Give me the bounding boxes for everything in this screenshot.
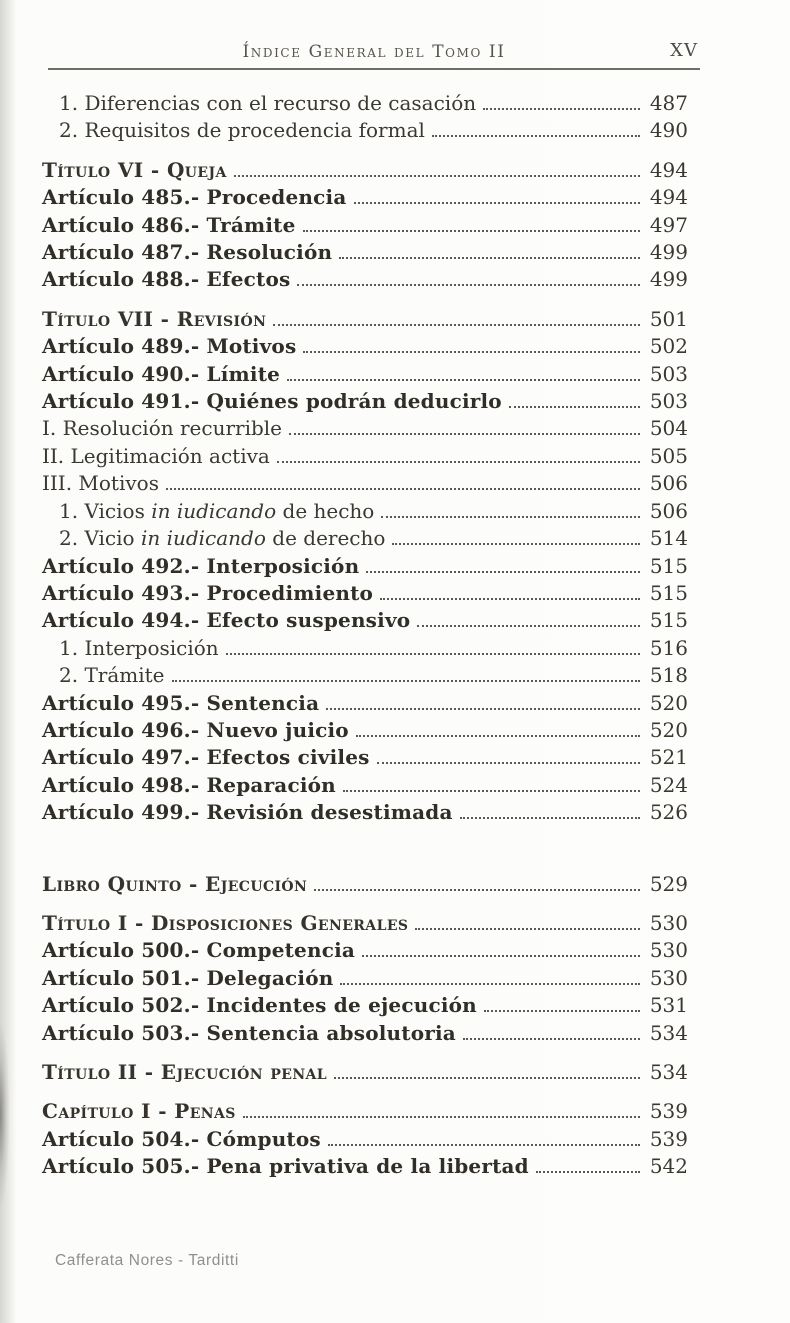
toc-entry bbox=[42, 1098, 700, 1125]
entry-page-number: 494 bbox=[649, 185, 688, 210]
entry-label: Título II - Ejecución penal bbox=[42, 1060, 328, 1084]
dot-leader bbox=[172, 680, 641, 682]
entry-label: Artículo 493.- Procedimiento bbox=[42, 580, 374, 605]
entry-label: Artículo 486.- Trámite bbox=[42, 212, 296, 237]
dot-leader bbox=[234, 175, 640, 177]
label-text: 1. Vicios bbox=[59, 498, 152, 523]
dot-leader bbox=[277, 461, 640, 463]
dot-leader bbox=[381, 516, 640, 518]
folio-page-number: XV bbox=[670, 40, 698, 61]
entry-label: Artículo 498.- Reparación bbox=[42, 772, 336, 797]
entry-label: Artículo 503.- Sentencia absolutoria bbox=[42, 1020, 456, 1045]
label-text: de derecho bbox=[265, 526, 386, 551]
toc-entry bbox=[42, 553, 700, 580]
entry-page-number: 505 bbox=[649, 443, 688, 468]
entry-page-number: 515 bbox=[649, 580, 688, 605]
dot-leader bbox=[366, 571, 640, 573]
entry-page-number: 499 bbox=[649, 267, 688, 292]
entry-page-number: 490 bbox=[649, 118, 688, 143]
header-rule bbox=[48, 68, 700, 70]
entry-page-number: 502 bbox=[649, 334, 688, 359]
entry-label bbox=[42, 525, 385, 552]
toc-entry bbox=[42, 965, 700, 992]
toc-entry bbox=[42, 635, 700, 662]
entry-label: Artículo 496.- Nuevo juicio bbox=[42, 717, 349, 742]
entry-label: Artículo 489.- Motivos bbox=[42, 334, 297, 359]
toc-entry bbox=[42, 498, 700, 525]
toc-entry bbox=[42, 1059, 700, 1086]
toc-entry bbox=[42, 871, 700, 898]
dot-leader bbox=[362, 955, 640, 957]
dot-leader bbox=[536, 1171, 640, 1173]
dot-leader bbox=[415, 928, 640, 930]
entry-page-number: 534 bbox=[649, 1060, 688, 1084]
dot-leader bbox=[463, 1038, 640, 1040]
toc-entry bbox=[42, 1153, 700, 1180]
dot-leader bbox=[354, 202, 641, 204]
entry-page-number: 530 bbox=[649, 965, 688, 990]
entry-label: Título I - Disposiciones Generales bbox=[42, 910, 409, 935]
toc-entry bbox=[42, 443, 700, 470]
toc-entry bbox=[42, 117, 700, 144]
entry-page-number: 520 bbox=[649, 717, 688, 742]
scan-edge-streak bbox=[0, 1022, 13, 1207]
dot-leader bbox=[343, 790, 640, 792]
toc-entry bbox=[42, 333, 700, 360]
entry-page-number: 503 bbox=[649, 389, 688, 414]
dot-leader bbox=[483, 108, 640, 110]
toc-entry bbox=[42, 306, 700, 333]
entry-page-number: 521 bbox=[649, 745, 688, 770]
dot-leader bbox=[509, 406, 640, 408]
dot-leader bbox=[392, 543, 640, 545]
dot-leader bbox=[273, 324, 640, 326]
entry-label: Artículo 497.- Efectos civiles bbox=[42, 745, 370, 770]
toc-entry bbox=[42, 525, 700, 552]
toc-entry bbox=[42, 266, 700, 293]
dot-leader bbox=[380, 598, 640, 600]
entry-label: Artículo 490.- Límite bbox=[42, 361, 281, 386]
toc-entry bbox=[42, 744, 700, 771]
dot-leader bbox=[432, 135, 640, 137]
entry-page-number: 534 bbox=[649, 1020, 688, 1045]
toc-entry bbox=[42, 910, 700, 937]
entry-label: Artículo 501.- Delegación bbox=[42, 965, 334, 990]
toc-entry bbox=[42, 361, 700, 388]
dot-leader bbox=[226, 653, 640, 655]
toc-entry bbox=[42, 239, 700, 266]
label-text: 2. Vicio bbox=[59, 526, 141, 551]
table-of-contents bbox=[42, 90, 700, 1181]
entry-page-number: 531 bbox=[649, 993, 688, 1018]
entry-label bbox=[42, 498, 374, 525]
dot-leader bbox=[289, 433, 640, 435]
entry-label: Artículo 495.- Sentencia bbox=[42, 690, 320, 715]
toc-entry bbox=[42, 607, 700, 634]
entry-page-number: 520 bbox=[649, 690, 688, 715]
toc-entry bbox=[42, 90, 700, 117]
dot-leader bbox=[314, 889, 640, 891]
dot-leader bbox=[297, 284, 640, 286]
toc-entry bbox=[42, 937, 700, 964]
scan-edge-shadow bbox=[0, 0, 16, 1323]
toc-entry bbox=[42, 1020, 700, 1047]
entry-page-number: 539 bbox=[649, 1099, 688, 1124]
entry-page-number: 514 bbox=[649, 526, 688, 551]
entry-page-number: 501 bbox=[649, 306, 688, 331]
dot-leader bbox=[243, 1116, 640, 1118]
page-header bbox=[48, 36, 700, 70]
entry-page-number: 487 bbox=[649, 91, 688, 115]
dot-leader bbox=[460, 817, 640, 819]
entry-label: 2. Requisitos de procedencia formal bbox=[59, 118, 425, 143]
dot-leader bbox=[334, 1077, 640, 1079]
entry-label: Artículo 485.- Procedencia bbox=[42, 185, 347, 210]
entry-page-number: 515 bbox=[649, 553, 688, 578]
dot-leader bbox=[303, 230, 640, 232]
entry-page-number: 526 bbox=[649, 800, 688, 825]
entry-page-number: 530 bbox=[649, 910, 688, 935]
toc-entry bbox=[42, 580, 700, 607]
entry-page-number: 494 bbox=[649, 157, 688, 182]
entry-page-number: 503 bbox=[649, 361, 688, 386]
entry-label: II. Legitimación activa bbox=[42, 443, 270, 468]
entry-page-number: 504 bbox=[649, 416, 688, 441]
entry-label: Artículo 492.- Interposición bbox=[42, 553, 360, 578]
entry-label: Artículo 499.- Revisión desestimada bbox=[42, 800, 453, 825]
entry-page-number: 542 bbox=[649, 1154, 688, 1179]
entry-label: Artículo 504.- Cómputos bbox=[42, 1126, 321, 1151]
footer-authors: Cafferata Nores - Tarditti bbox=[55, 1252, 239, 1269]
toc-entry bbox=[42, 212, 700, 239]
label-text: de hecho bbox=[276, 498, 375, 523]
toc-entry bbox=[42, 157, 700, 184]
entry-page-number: 506 bbox=[649, 471, 688, 496]
entry-page-number: 529 bbox=[649, 871, 688, 896]
running-header-title: Índice General del Tomo II bbox=[242, 42, 506, 62]
entry-label: 1. Diferencias con el recurso de casación bbox=[59, 91, 477, 115]
entry-label: Artículo 502.- Incidentes de ejecución bbox=[42, 993, 477, 1018]
entry-page-number: 506 bbox=[649, 498, 688, 523]
dot-leader bbox=[339, 257, 640, 259]
entry-page-number: 499 bbox=[649, 240, 688, 265]
dot-leader bbox=[356, 735, 640, 737]
dot-leader bbox=[287, 379, 640, 381]
toc-entry bbox=[42, 799, 700, 826]
toc-entry bbox=[42, 415, 700, 442]
entry-label: Título VII - Revisión bbox=[42, 306, 267, 331]
entry-label: I. Resolución recurrible bbox=[42, 416, 282, 441]
dot-leader bbox=[377, 762, 640, 764]
entry-label: Artículo 505.- Pena privativa de la libertad bbox=[42, 1154, 529, 1179]
entry-label: III. Motivos bbox=[42, 471, 159, 496]
toc-entry bbox=[42, 388, 700, 415]
entry-page-number: 516 bbox=[649, 635, 688, 660]
entry-label: Artículo 487.- Resolución bbox=[42, 240, 333, 265]
dot-leader bbox=[328, 1144, 640, 1146]
dot-leader bbox=[166, 488, 640, 490]
entry-label: 2. Trámite bbox=[59, 663, 165, 688]
dot-leader bbox=[326, 708, 640, 710]
toc-entry bbox=[42, 690, 700, 717]
entry-page-number: 515 bbox=[649, 608, 688, 633]
entry-label: Artículo 500.- Competencia bbox=[42, 938, 356, 963]
dot-leader bbox=[303, 351, 640, 353]
toc-entry bbox=[42, 662, 700, 689]
toc-entry bbox=[42, 1126, 700, 1153]
toc-entry bbox=[42, 717, 700, 744]
entry-label: Artículo 494.- Efecto suspensivo bbox=[42, 608, 411, 633]
entry-page-number: 524 bbox=[649, 772, 688, 797]
toc-entry bbox=[42, 470, 700, 497]
latin-phrase-italic: in iudicando bbox=[140, 526, 266, 551]
entry-label: Título VI - Queja bbox=[42, 157, 227, 182]
entry-label: 1. Interposición bbox=[59, 635, 219, 660]
entry-page-number: 539 bbox=[649, 1126, 688, 1151]
dot-leader bbox=[417, 625, 640, 627]
dot-leader bbox=[340, 983, 640, 985]
toc-entry bbox=[42, 772, 700, 799]
toc-entry bbox=[42, 992, 700, 1019]
entry-label: Libro Quinto - Ejecución bbox=[42, 871, 308, 896]
entry-page-number: 497 bbox=[649, 212, 688, 237]
entry-label: Capítulo I - Penas bbox=[42, 1099, 236, 1124]
toc-entry bbox=[42, 184, 700, 211]
latin-phrase-italic: in iudicando bbox=[151, 498, 277, 523]
entry-label: Artículo 488.- Efectos bbox=[42, 267, 291, 292]
entry-page-number: 518 bbox=[649, 663, 688, 688]
dot-leader bbox=[484, 1010, 640, 1012]
entry-label: Artículo 491.- Quiénes podrán deducirlo bbox=[42, 389, 502, 414]
entry-page-number: 530 bbox=[649, 938, 688, 963]
